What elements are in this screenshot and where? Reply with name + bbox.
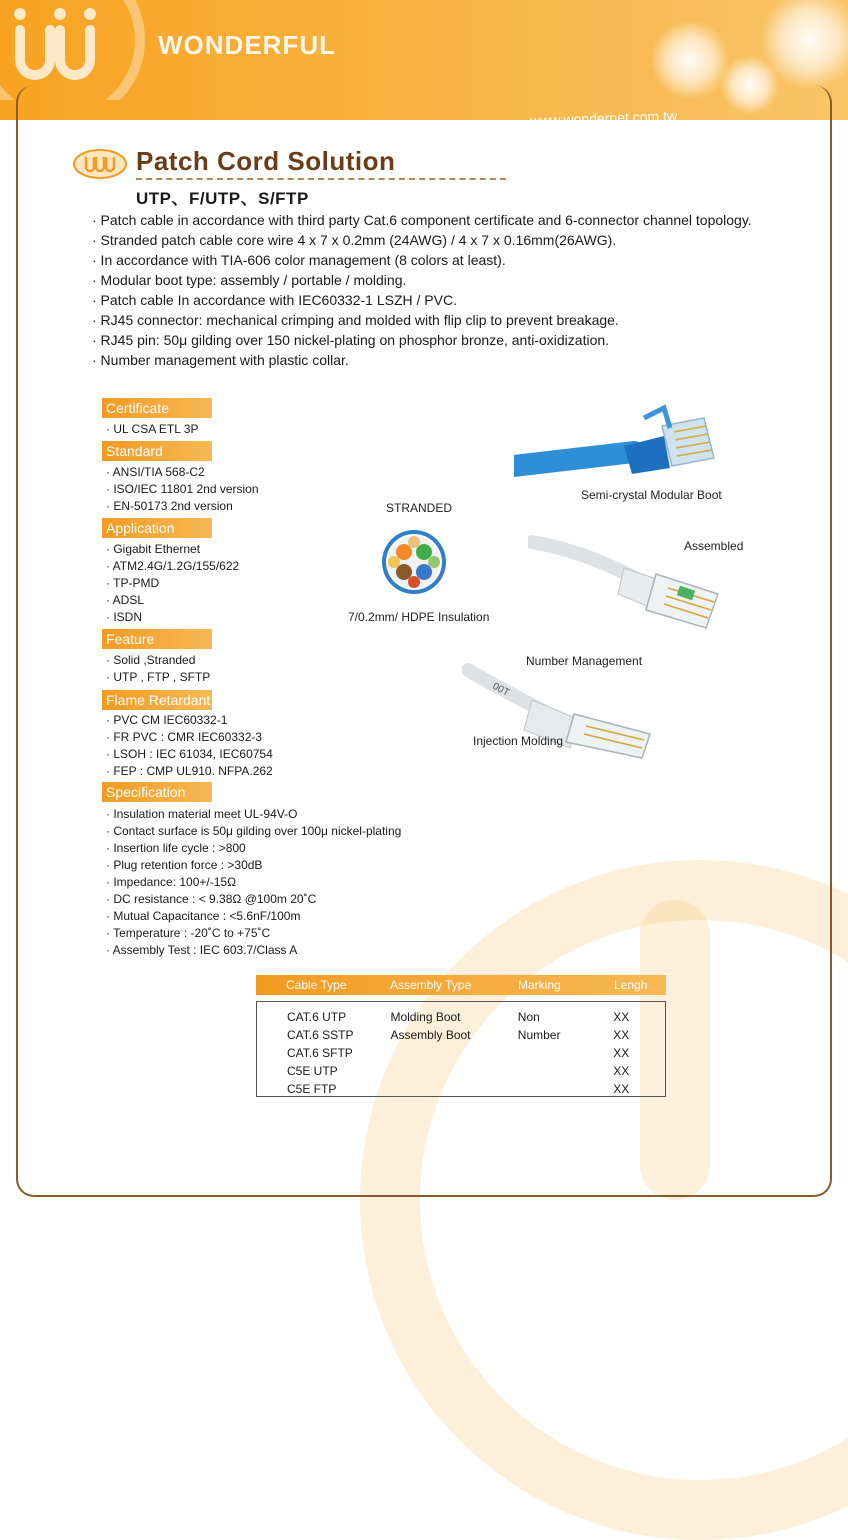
- table-cell: [386, 1044, 513, 1062]
- list-item: · Insulation material meet UL-94V-O: [106, 807, 298, 821]
- bullet-item: · RJ45 pin: 50μ gilding over 150 nickel-plating on phosphor bronze, anti-oxidization.: [92, 332, 610, 348]
- section-label-specification: Specification: [102, 782, 212, 802]
- bullet-item: · Number management with plastic collar.: [92, 352, 349, 368]
- table-row: [257, 1080, 665, 1098]
- list-item: · Insertion life cycle : >800: [106, 841, 246, 855]
- table-cell: CAT.6 UTP: [287, 1010, 347, 1024]
- brand-name: WONDERFUL: [158, 30, 336, 60]
- list-item: · Mutual Capacitance : <5.6nF/100m: [106, 909, 301, 923]
- list-item: · UL CSA ETL 3P: [106, 422, 199, 436]
- title-logo-icon: [72, 148, 128, 180]
- semi-crystal-caption: Semi-crystal Modular Boot: [581, 488, 722, 502]
- table-cell: XX: [613, 1082, 630, 1096]
- stranded-caption: STRANDED: [386, 501, 453, 515]
- list-item: · ANSI/TIA 568-C2: [106, 465, 205, 479]
- section-label-certificate: Certificate: [102, 398, 212, 418]
- list-item: · ISO/IEC 11801 2nd version: [106, 482, 259, 496]
- list-item: · ATM2.4G/1.2G/155/622: [106, 559, 240, 573]
- standard-list: [106, 464, 259, 515]
- blue-patch-cord-image: [514, 388, 724, 488]
- injection-molding-caption: Injection Molding: [473, 734, 564, 748]
- table-row: [257, 1044, 665, 1062]
- table-cell: CAT.6 SSTP: [287, 1028, 354, 1042]
- table-header-cell: Cable Type: [286, 978, 347, 992]
- list-item: · Gigabit Ethernet: [106, 542, 201, 556]
- feature-bullet-list: [92, 210, 752, 370]
- table-cell: XX: [613, 1064, 630, 1078]
- application-list: [106, 541, 239, 626]
- table-cell: Non: [517, 1010, 540, 1024]
- table-header-cell: Marking: [518, 978, 561, 992]
- table-row: [257, 1026, 665, 1044]
- section-label-application: Application: [102, 518, 212, 538]
- list-item: · ISDN: [106, 610, 142, 624]
- table-cell: Molding Boot: [390, 1010, 461, 1024]
- table-cell: [386, 1062, 513, 1080]
- list-item: · Contact surface is 50μ gilding over 100μ nickel-plating: [106, 824, 402, 838]
- table-body: [256, 1001, 666, 1097]
- page-subtitle: UTP、F/UTP、S/FTP: [136, 189, 309, 208]
- title-underline: [136, 178, 506, 180]
- bullet-item: · Modular boot type: assembly / portable / molding.: [92, 272, 407, 288]
- table-header-cell: Lengh: [614, 978, 648, 992]
- list-item: · UTP , FTP , SFTP: [106, 670, 211, 684]
- table-cell: XX: [613, 1010, 630, 1024]
- number-management-caption: Number Management: [526, 654, 643, 668]
- table-cell: C5E FTP: [287, 1082, 337, 1096]
- list-item: · TP-PMD: [106, 576, 160, 590]
- table-cell: Number: [517, 1028, 561, 1042]
- svg-text:00T: 00T: [490, 680, 511, 699]
- flame-retardant-list: [106, 712, 273, 780]
- list-item: · LSOH : IEC 61034, IEC60754: [106, 747, 273, 761]
- list-item: · EN-50173 2nd version: [106, 499, 233, 513]
- website-url[interactable]: www.wondernet.com.tw: [529, 107, 678, 129]
- table-cell: [514, 1062, 613, 1080]
- section-label-feature: Feature: [102, 629, 212, 649]
- table-cell: XX: [613, 1046, 630, 1060]
- assembled-caption: Assembled: [684, 539, 744, 553]
- table-cell: C5E UTP: [287, 1064, 338, 1078]
- list-item: · Impedance: 100+/-15Ω: [106, 875, 237, 889]
- table-header-cell: Assembly Type: [390, 978, 472, 992]
- table-cell: [514, 1044, 613, 1062]
- table-row: [257, 1062, 665, 1080]
- table-cell: [514, 1080, 613, 1098]
- table-row: [257, 1008, 665, 1026]
- list-item: · FR PVC : CMR IEC60332-3: [106, 730, 263, 744]
- table-header-row: [256, 975, 666, 995]
- table-cell: CAT.6 SFTP: [287, 1046, 353, 1060]
- list-item: · Assembly Test : IEC 603.7/Class A: [106, 943, 298, 957]
- list-item: · DC resistance : < 9.38Ω @100m 20˚C: [106, 892, 317, 906]
- list-item: · Plug retention force : >30dB: [106, 858, 263, 872]
- list-item: · Solid ,Stranded: [106, 653, 196, 667]
- feature-list: [106, 652, 210, 686]
- list-item: · Temperature : -20˚C to +75˚C: [106, 926, 271, 940]
- cable-type-table: [256, 975, 666, 1097]
- table-cell: XX: [613, 1028, 630, 1042]
- table-cell: Assembly Boot: [390, 1028, 471, 1042]
- list-item: · ADSL: [106, 593, 145, 607]
- bullet-item: · Stranded patch cable core wire 4 x 7 x 0.2mm (24AWG) / 4 x 7 x 0.16mm(26AWG).: [92, 232, 617, 248]
- specification-list: [106, 806, 401, 959]
- insulation-caption: 7/0.2mm/ HDPE Insulation: [348, 610, 490, 624]
- section-label-standard: Standard: [102, 441, 212, 461]
- certificate-list: [106, 421, 198, 438]
- bullet-item: · Patch cable In accordance with IEC60332-1 LSZH / PVC.: [92, 292, 457, 308]
- list-item: · FEP : CMP UL910. NFPA.262: [106, 764, 273, 778]
- bullet-item: · In accordance with TIA-606 color management (8 colors at least).: [92, 252, 506, 268]
- section-label-flame-retardant: Flame Retardant: [102, 690, 212, 710]
- bullet-item: · Patch cable in accordance with third party Cat.6 component certificate and 6-connector channel topology.: [92, 212, 752, 228]
- stranded-cross-section-image: [380, 528, 448, 596]
- bullet-item: · RJ45 connector: mechanical crimping and molded with flip clip to prevent breakage.: [92, 312, 619, 328]
- table-cell: [386, 1080, 513, 1098]
- list-item: · PVC CM IEC60332-1: [106, 713, 228, 727]
- white-assembled-cord-image: [528, 528, 728, 633]
- page-title: Patch Cord Solution: [136, 146, 396, 176]
